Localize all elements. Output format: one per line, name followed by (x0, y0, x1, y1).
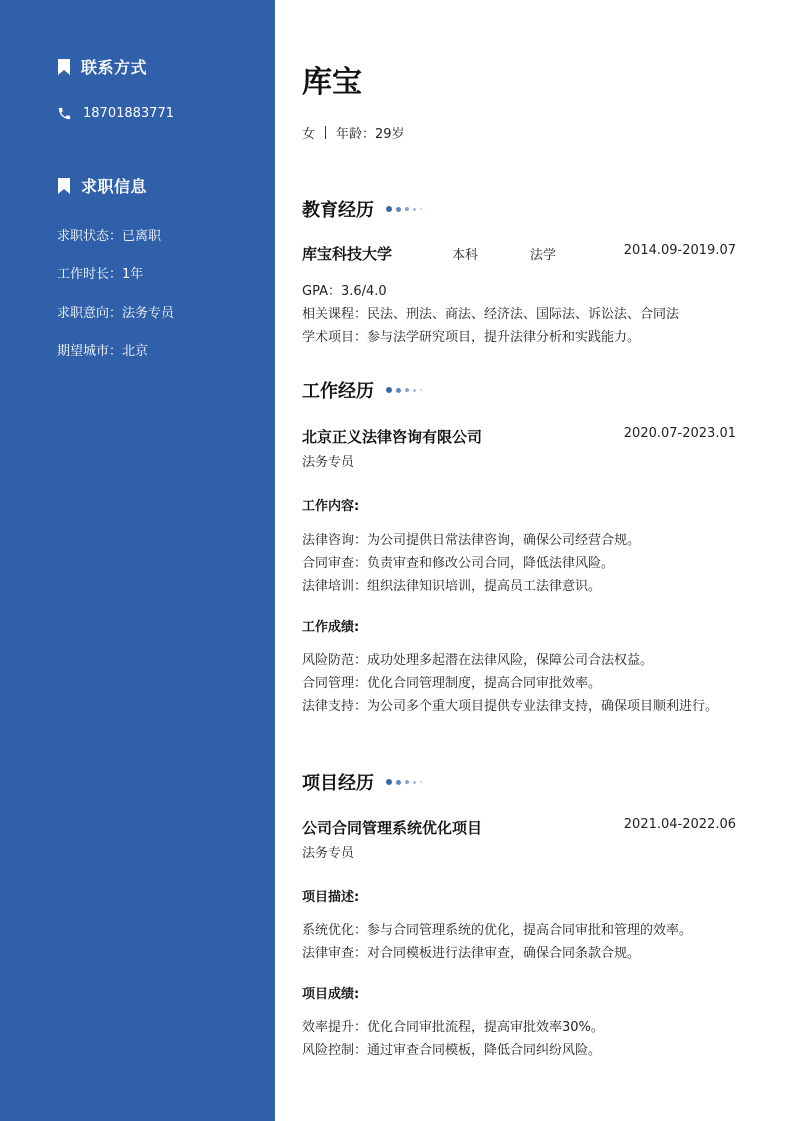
dots-decoration (386, 779, 426, 785)
basic-info (302, 123, 405, 142)
degree: 本科 (452, 248, 479, 263)
education-project: 学术项目：参与法学研究项目，提升法律分析和实践能力。 (302, 330, 641, 345)
age: 年龄：29岁 (336, 127, 405, 142)
expected-city: 期望城市：北京 (57, 344, 149, 359)
gender: 女 (302, 127, 316, 142)
project-desc-heading: 项目描述: (302, 890, 360, 905)
work-date: 2020.07-2023.01 (623, 426, 736, 441)
project-desc-item: 法律审查：对合同模板进行法律审查，确保合同条款合规。 (302, 946, 641, 961)
work-content-item: 合同审查：负责审查和修改公司合同，降低法律风险。 (302, 556, 615, 571)
divider (325, 126, 326, 139)
job-info-title: 求职信息 (81, 177, 148, 196)
project-results-heading: 项目成绩: (302, 987, 360, 1002)
contact-heading (57, 55, 147, 78)
education-heading (302, 196, 426, 222)
sidebar (0, 0, 275, 1121)
education-date: 2014.09-2019.07 (623, 243, 736, 258)
education-courses: 相关课程：民法、刑法、商法、经济法、国际法、诉讼法、合同法 (302, 307, 680, 322)
job-info-heading (57, 174, 147, 197)
work-row (302, 426, 736, 447)
project-heading (302, 769, 426, 795)
work-content-item: 法律培训：组织法律知识培训，提高员工法律意识。 (302, 579, 602, 594)
major: 法学 (530, 248, 557, 263)
contact-title: 联系方式 (81, 58, 148, 77)
work-heading (302, 377, 426, 403)
project-result-item: 效率提升：优化合同审批流程，提高审批效率30%。 (302, 1020, 604, 1035)
work-content-item: 法律咨询：为公司提供日常法律咨询，确保公司经营合规。 (302, 533, 641, 548)
work-duration: 工作时长：1年 (57, 267, 144, 282)
bookmark-icon (57, 178, 71, 194)
project-result-item: 风险控制：通过审查合同模板，降低合同纠纷风险。 (302, 1043, 602, 1058)
project-name: 公司合同管理系统优化项目 (302, 819, 483, 837)
project-title: 项目经历 (302, 773, 374, 794)
work-result-item: 合同管理：优化合同管理制度，提高合同审批效率。 (302, 676, 602, 691)
phone-row (57, 106, 174, 121)
bookmark-icon (57, 59, 71, 75)
phone-icon (57, 106, 72, 121)
main-content (302, 0, 736, 1121)
work-result-item: 风险防范：成功处理多起潜在法律风险，保障公司合法权益。 (302, 653, 654, 668)
education-title: 教育经历 (302, 200, 374, 221)
education-row (302, 243, 736, 264)
work-role: 法务专员 (302, 455, 355, 470)
work-content-heading: 工作内容: (302, 499, 360, 514)
work-results-heading: 工作成绩: (302, 620, 360, 635)
phone-number: 18701883771 (83, 106, 174, 121)
project-date: 2021.04-2022.06 (623, 817, 736, 832)
candidate-name: 库宝 (302, 65, 362, 100)
project-role: 法务专员 (302, 846, 355, 861)
job-status: 求职状态：已离职 (57, 229, 162, 244)
work-title: 工作经历 (302, 381, 374, 402)
project-desc-item: 系统优化：参与合同管理系统的优化，提高合同审批和管理的效率。 (302, 923, 693, 938)
school-name: 库宝科技大学 (302, 245, 393, 263)
job-intent: 求职意向：法务专员 (57, 306, 175, 321)
company-name: 北京正义法律咨询有限公司 (302, 428, 483, 446)
dots-decoration (386, 387, 426, 393)
work-result-item: 法律支持：为公司多个重大项目提供专业法律支持，确保项目顺利进行。 (302, 699, 719, 714)
education-gpa: GPA：3.6/4.0 (302, 284, 387, 299)
project-row (302, 817, 736, 838)
dots-decoration (386, 206, 426, 212)
